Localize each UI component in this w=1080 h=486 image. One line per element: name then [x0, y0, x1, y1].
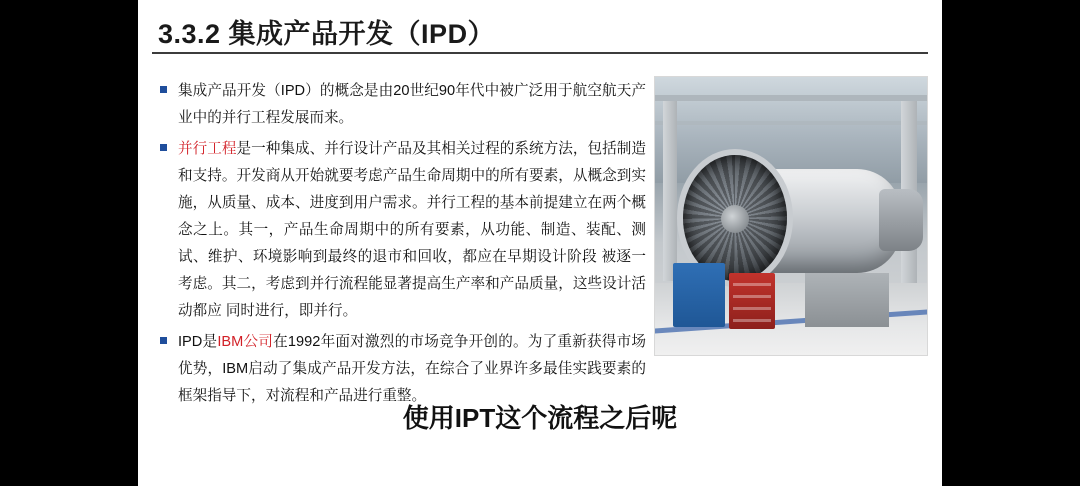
bullet-segment: IPD是 [178, 334, 218, 350]
title-divider [152, 52, 928, 54]
photo-pillar [663, 101, 677, 281]
photo-red-toolbox [729, 273, 775, 329]
page-title: 3.3.2 集成产品开发（IPD） [158, 19, 496, 49]
bullet-text [178, 78, 646, 132]
bullet-segment-highlight: 并行工程 [178, 141, 237, 157]
bullet-segment: 集成产品开发（IPD）的概念是由20世纪90年代中被广泛用于航空航天产业中的并行工程发展而来。 [178, 83, 646, 126]
bullet-segment-highlight: IBM公司 [217, 334, 274, 350]
bullet-text [178, 136, 646, 325]
photo-engine-nozzle [879, 189, 923, 251]
slide-canvas [138, 0, 942, 486]
list-item [156, 136, 646, 325]
bullet-square-icon [160, 86, 167, 93]
list-item [156, 78, 646, 132]
bullet-list [156, 78, 646, 414]
photo-ceiling-beam [655, 121, 927, 125]
photo-fan-hub [721, 205, 749, 233]
jet-engine-photo [654, 76, 928, 356]
bullet-segment: 在1992年面对激烈的市场竞争开创的。为了重新获得市场优势，IBM启动了集成产品开发方法，在综合了业界许多最佳实践要素的框架指导下，对流程和产品进行重整。 [178, 334, 647, 404]
bullet-square-icon [160, 144, 167, 151]
caption-text: 使用IPT这个流程之后呢 [402, 403, 678, 433]
photo-engine-stand [805, 273, 889, 327]
photo-ceiling-beam [655, 95, 927, 101]
bullet-square-icon [160, 337, 167, 344]
photo-blue-cart [673, 263, 725, 327]
bullet-segment: 是一种集成、并行设计产品及其相关过程的系统方法，包括制造和支持。开发商从开始就要考虑产品生命周期中的所有要素，从概念到实施，从质量、成本、进度到用户需求。并行工程的基本前提建立在两个概念之上。其一，产品生命周期中的所有要素，从功能、制造、装配、测试、维护、环境影响到最终的退市和回收，都应在早期设计阶段 被逐一考虑。其二，考虑到并行流程能显著提高生产率和产品质量，这些设计活动都应 同时进行，即并行。 [178, 141, 646, 319]
